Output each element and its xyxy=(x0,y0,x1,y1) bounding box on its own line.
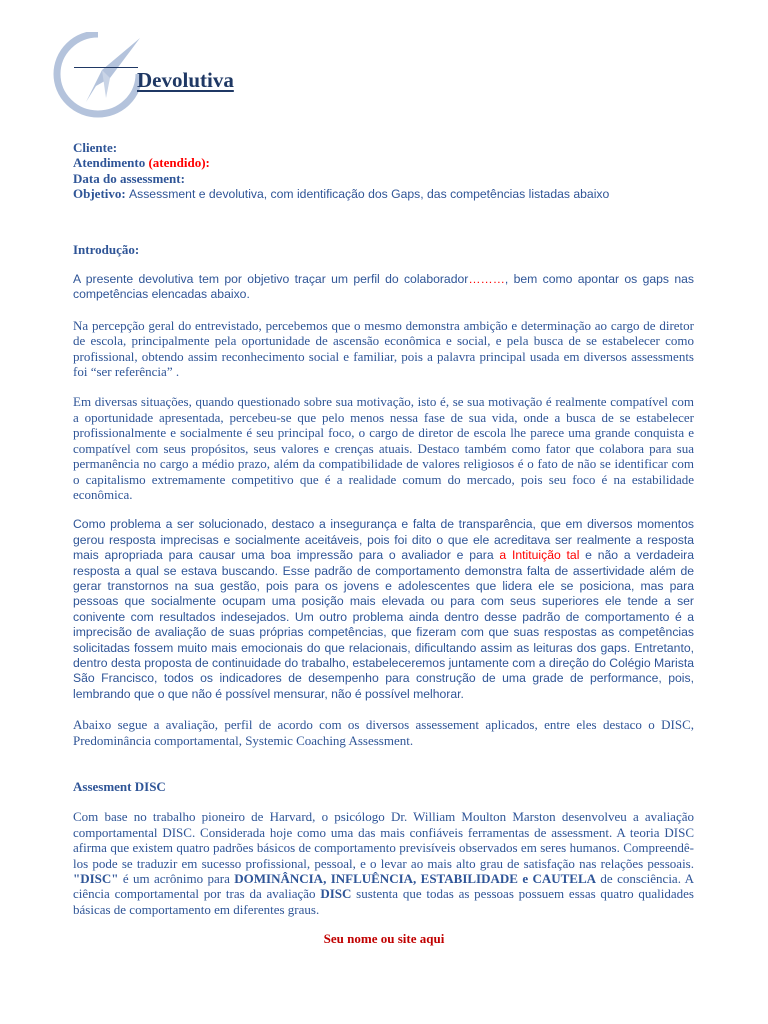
intro-heading: Introdução: xyxy=(73,241,140,257)
attendance-line xyxy=(73,155,694,170)
date-label: Data do assessment: xyxy=(73,170,185,186)
objective-text: Assessment e devolutiva, com identificação dos Gaps, das competências listadas abaixo xyxy=(128,187,610,202)
intro-paragraph-5: Abaixo segue a avaliação, perfil de acordo com os diversos assessement aplicados, entre eles destaco o DISC, Predominância comportamental, Systemic Coaching Assessment. xyxy=(73,717,694,748)
disc-text-1: Com base no trabalho pioneiro de Harvard, o psicólogo Dr. William Moulton Marston desenvolveu a avaliação comportamental DISC. Considerada hoje como uma das mais confiáveis ferramentas de assessment. A teoria DISC afirma que existem quatro padrões básicos de comportamento previsíveis observados em seres humanos. Compreendê-los pode se traduzir em sucesso profissional, pessoal, e o levar ao mais alto grau de satisfação nas relações pessoais. xyxy=(73,809,694,871)
disc-bold-2: DOMINÂNCIA, INFLUÊNCIA, ESTABILIDADE e CAUTELA xyxy=(234,871,597,887)
objective-line xyxy=(73,186,694,202)
intro-paragraph-2: Na percepção geral do entrevistado, percebemos que o mesmo demonstra ambição e determinação ao cargo de diretor de escola, principalmente pela oportunidade de ascensão econômica e social, e pela busca de se estabelecer como profissional, obtendo assim reconhecimento social e familiar, pois a palavra principal usada em diversos assessments foi “ser referência” . xyxy=(73,317,694,380)
client-label: Cliente: xyxy=(73,140,118,155)
attendance-value: (atendido): xyxy=(148,155,210,171)
disc-bold-1: "DISC" xyxy=(73,871,119,887)
disc-text-3: de consciência. A ciência comportamental por tras da avaliação xyxy=(73,871,695,902)
footer-text: Seu nome ou site aqui xyxy=(323,931,445,946)
intro-p1-text: A presente devolutiva tem por objetivo traçar um perfil do colaborador xyxy=(73,272,469,287)
intro-paragraph-4 xyxy=(73,517,694,702)
logo-icon xyxy=(52,32,144,118)
disc-paragraph xyxy=(73,809,694,917)
intro-p4-highlight: a Intituição tal xyxy=(499,548,580,563)
document-body xyxy=(73,140,694,917)
meta-block xyxy=(73,140,694,203)
disc-bold-3: DISC xyxy=(320,886,352,902)
header-rule xyxy=(74,67,138,68)
intro-p1-dots: ……… xyxy=(468,272,505,287)
intro-paragraph-3: Em diversas situações, quando questionado sobre sua motivação, isto é, se sua motivação é realmente compatível com a oportunidade apresentada, percebeu-se que pelo menos nessa fase de sua vida, onde a busca de se estabelecer profissionalmente e socialmente é seu principal foco, o cargo de diretor de escola lhe parece uma grande conquista e compatível com seus propósitos, seus valores e crenças atuais. Destaco também como fator que colabora para sua permanência no cargo a médio prazo, além da compatibilidade de valores religiosos é o fato de não se identificar com o capitalismo extremamente competitivo que é a realidade comum do mercado, pois seu foco é na estabilidade econômica. xyxy=(73,394,694,502)
attendance-label: Atendimento xyxy=(73,155,146,171)
disc-text-2: é um acrônimo para xyxy=(118,871,235,887)
objective-label: Objetivo: xyxy=(73,186,126,202)
intro-p1-rest: , bem como apontar os gaps nas competências elencadas abaixo. xyxy=(73,272,694,302)
disc-text-4: sustenta que todas as pessoas possuem essas quatro qualidades básicas de comportamento em diferentes graus. xyxy=(73,886,694,917)
intro-paragraph-1 xyxy=(73,272,694,303)
intro-p4-rest: e não a verdadeira resposta a qual se estava buscando. Esse padrão de comportamento demonstra falta de assertividade além de gerar transtornos na sua gestão, pois para os jovens e adolescentes que lidera ele se posiciona, mas para pessoas que socialmente ocupam uma posição mais elevada ou para com seus superiores ele tende a ser conivente com resultados indesejados. Um outro problema ainda dentro desse padrão de comportamento é a imprecisão de avaliação de suas próprias competências, que fizeram com que suas respostas as competências solicitadas fossem muito mais emocionais do que relacionais, dificultando assim as leituras dos gaps. Entretanto, dentro desta proposta de continuidade do trabalho, estabeleceremos juntamente com a direção do Colégio Marista São Francisco, todos os indicadores de desempenho para construção de uma grade de performance, pois, lembrando que o que não é possível mensurar, não é possível melhorar. xyxy=(73,548,695,701)
page-title: Devolutiva xyxy=(137,68,234,92)
intro-p4-text: Como problema a ser solucionado, destaco a insegurança e falta de transparência, que em diversos momentos gerou resposta imprecisas e socialmente aceitáveis, pois foi dito o que ele acreditava ser realmente a resposta mais apropriada para causar uma boa impressão para o avaliador e para xyxy=(73,517,694,563)
disc-heading: Assesment DISC xyxy=(73,779,166,794)
